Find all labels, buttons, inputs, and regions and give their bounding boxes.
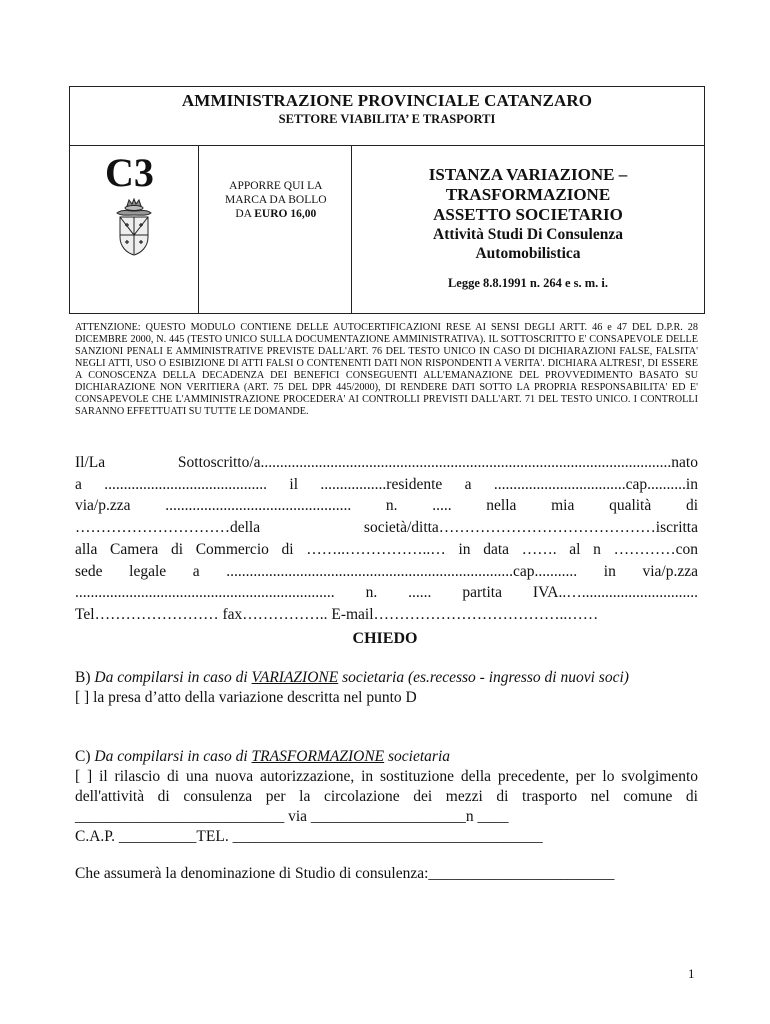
denominazione-line[interactable]: Che assumerà la denominazione di Studio di consulenza:________________________ <box>75 865 615 882</box>
stamp-instructions <box>225 179 327 221</box>
form-title <box>352 165 704 225</box>
stamp-line-3-prefix: DA <box>235 208 255 220</box>
section-c-intro: Da compilarsi in caso di <box>94 748 252 765</box>
section-b <box>75 668 698 708</box>
title-line-3: ASSETTO SOCIETARIO <box>433 205 623 224</box>
section-b-title <box>75 668 698 688</box>
stamp-line-1: APPORRE QUI LA <box>229 180 323 192</box>
section-c-letter: C) <box>75 748 95 765</box>
request-heading: CHIEDO <box>352 630 418 647</box>
section-c-option[interactable]: [ ] il rilascio di una nuova autorizzazione, in sostituzione della precedente, per lo svolgimento dell'attività di consulenza per la circolazione dei mezzi di trasporto nel comune di ___________________________ via ____________________n ____ <box>75 768 698 825</box>
form-subtitle <box>352 225 704 263</box>
coat-of-arms-icon <box>114 197 154 264</box>
section-b-letter: B) <box>75 669 95 686</box>
form-code-cell <box>70 145 199 313</box>
law-reference: Legge 8.8.1991 n. 264 e s. m. i. <box>447 276 609 290</box>
stamp-amount: EURO 16,00 <box>254 208 317 220</box>
header-box <box>69 86 705 314</box>
sector-title: SETTORE VIABILITA’ E TRASPORTI <box>278 112 496 126</box>
section-b-keyword: VARIAZIONE <box>251 669 339 686</box>
form-code: C3 <box>105 150 154 195</box>
section-c-cap-line[interactable]: C.A.P. __________TEL. ________________________________________ <box>75 828 543 845</box>
form-line[interactable]: sede legale a ..........................................................................cap........... in via/p.zza <box>75 562 698 580</box>
header-title-row <box>70 87 704 146</box>
form-title-cell <box>352 145 704 313</box>
section-b-rest: societaria (es.recesso - ingresso di nuovi soci) <box>338 669 629 686</box>
page-number: 1 <box>688 966 695 981</box>
subtitle-line-2: Automobilistica <box>475 245 581 262</box>
section-c <box>75 747 698 847</box>
title-line-1: ISTANZA VARIAZIONE – <box>428 165 628 184</box>
section-c-rest: societaria <box>384 748 451 765</box>
form-line[interactable]: …………………………della società/ditta……………………………………iscritta <box>75 519 698 537</box>
form-line[interactable]: Tel…………………… fax…………….. E-mail………………………………..…… <box>75 605 599 623</box>
stamp-line-3 <box>225 207 327 221</box>
stamp-line-2: MARCA DA BOLLO <box>225 194 327 206</box>
applicant-details <box>75 452 698 626</box>
administration-title: AMMINISTRAZIONE PROVINCIALE CATANZARO <box>181 91 593 110</box>
warning-notice: ATTENZIONE: QUESTO MODULO CONTIENE DELLE AUTOCERTIFICAZIONI RESE AI SENSI DEGLI ARTT. 46 e 47 DEL D.P.R. 28 DICEMBRE 2000, N. 445 (TESTO UNICO SULLA DOCUMENTAZIONE AMMINISTRATIVA). IL SOTTOSCRITTO E' CONSAPEVOLE DELLE SANZIONI PENALI E AMMINISTRATIVE PREVISTE DALL'ART. 76 DEL TESTO UNICO IN CASO DI DICHIARAZIONI FALSE, FALSITA' NEGLI ATTI, USO O ESIBIZIONE DI ATTI FALSI O CONTENENTI DATI NON RISPONDENTI A VERITA'. DICHIARA ALTRESI', DI ESSERE A CONOSCENZA DELLA DECADENZA DEI BENEFICI CONSEGUENTI ALL'EMANAZIONE DEL PROVVEDIMENTO BASATO SU DICHIARAZIONE NON VERITIERA (ART. 75 DEL DPR 445/2000), DI RENDERE DATI SOTTO LA PROPRIA RESPONSABILITA' ED E' CONSAPEVOLE CHE L'AMMINISTRAZIONE PROCEDERA' AI CONTROLLI PREVISTI DALL'ART. 71 DEL TESTO UNICO. I CONTROLLI SARANNO EFFETTUATI SU TUTTE LE DOMANDE. <box>75 322 698 417</box>
section-c-title <box>75 747 698 767</box>
section-c-keyword: TRASFORMAZIONE <box>251 748 385 765</box>
form-line[interactable]: via/p.zza ................................................ n. ..... nella mia qualità di <box>75 497 698 515</box>
form-line[interactable]: ................................................................... n. ...... partita IVA..….............................. <box>75 584 698 602</box>
section-b-intro: Da compilarsi in caso di <box>94 669 252 686</box>
form-line[interactable]: a .......................................... il .................residente a ..................................cap..........in <box>75 475 698 493</box>
subtitle-line-1: Attività Studi Di Consulenza <box>433 226 623 243</box>
section-b-option[interactable]: [ ] la presa d’atto della variazione descritta nel punto D <box>75 689 417 706</box>
form-line[interactable]: Il/La Sottoscritto/a..........................................................................................................nato <box>75 454 698 471</box>
stamp-cell <box>199 145 352 313</box>
form-line[interactable]: alla Camera di Commercio di ……..……………..… in data ……. al n …………con <box>75 540 698 558</box>
title-line-2: TRASFORMAZIONE <box>445 185 611 204</box>
